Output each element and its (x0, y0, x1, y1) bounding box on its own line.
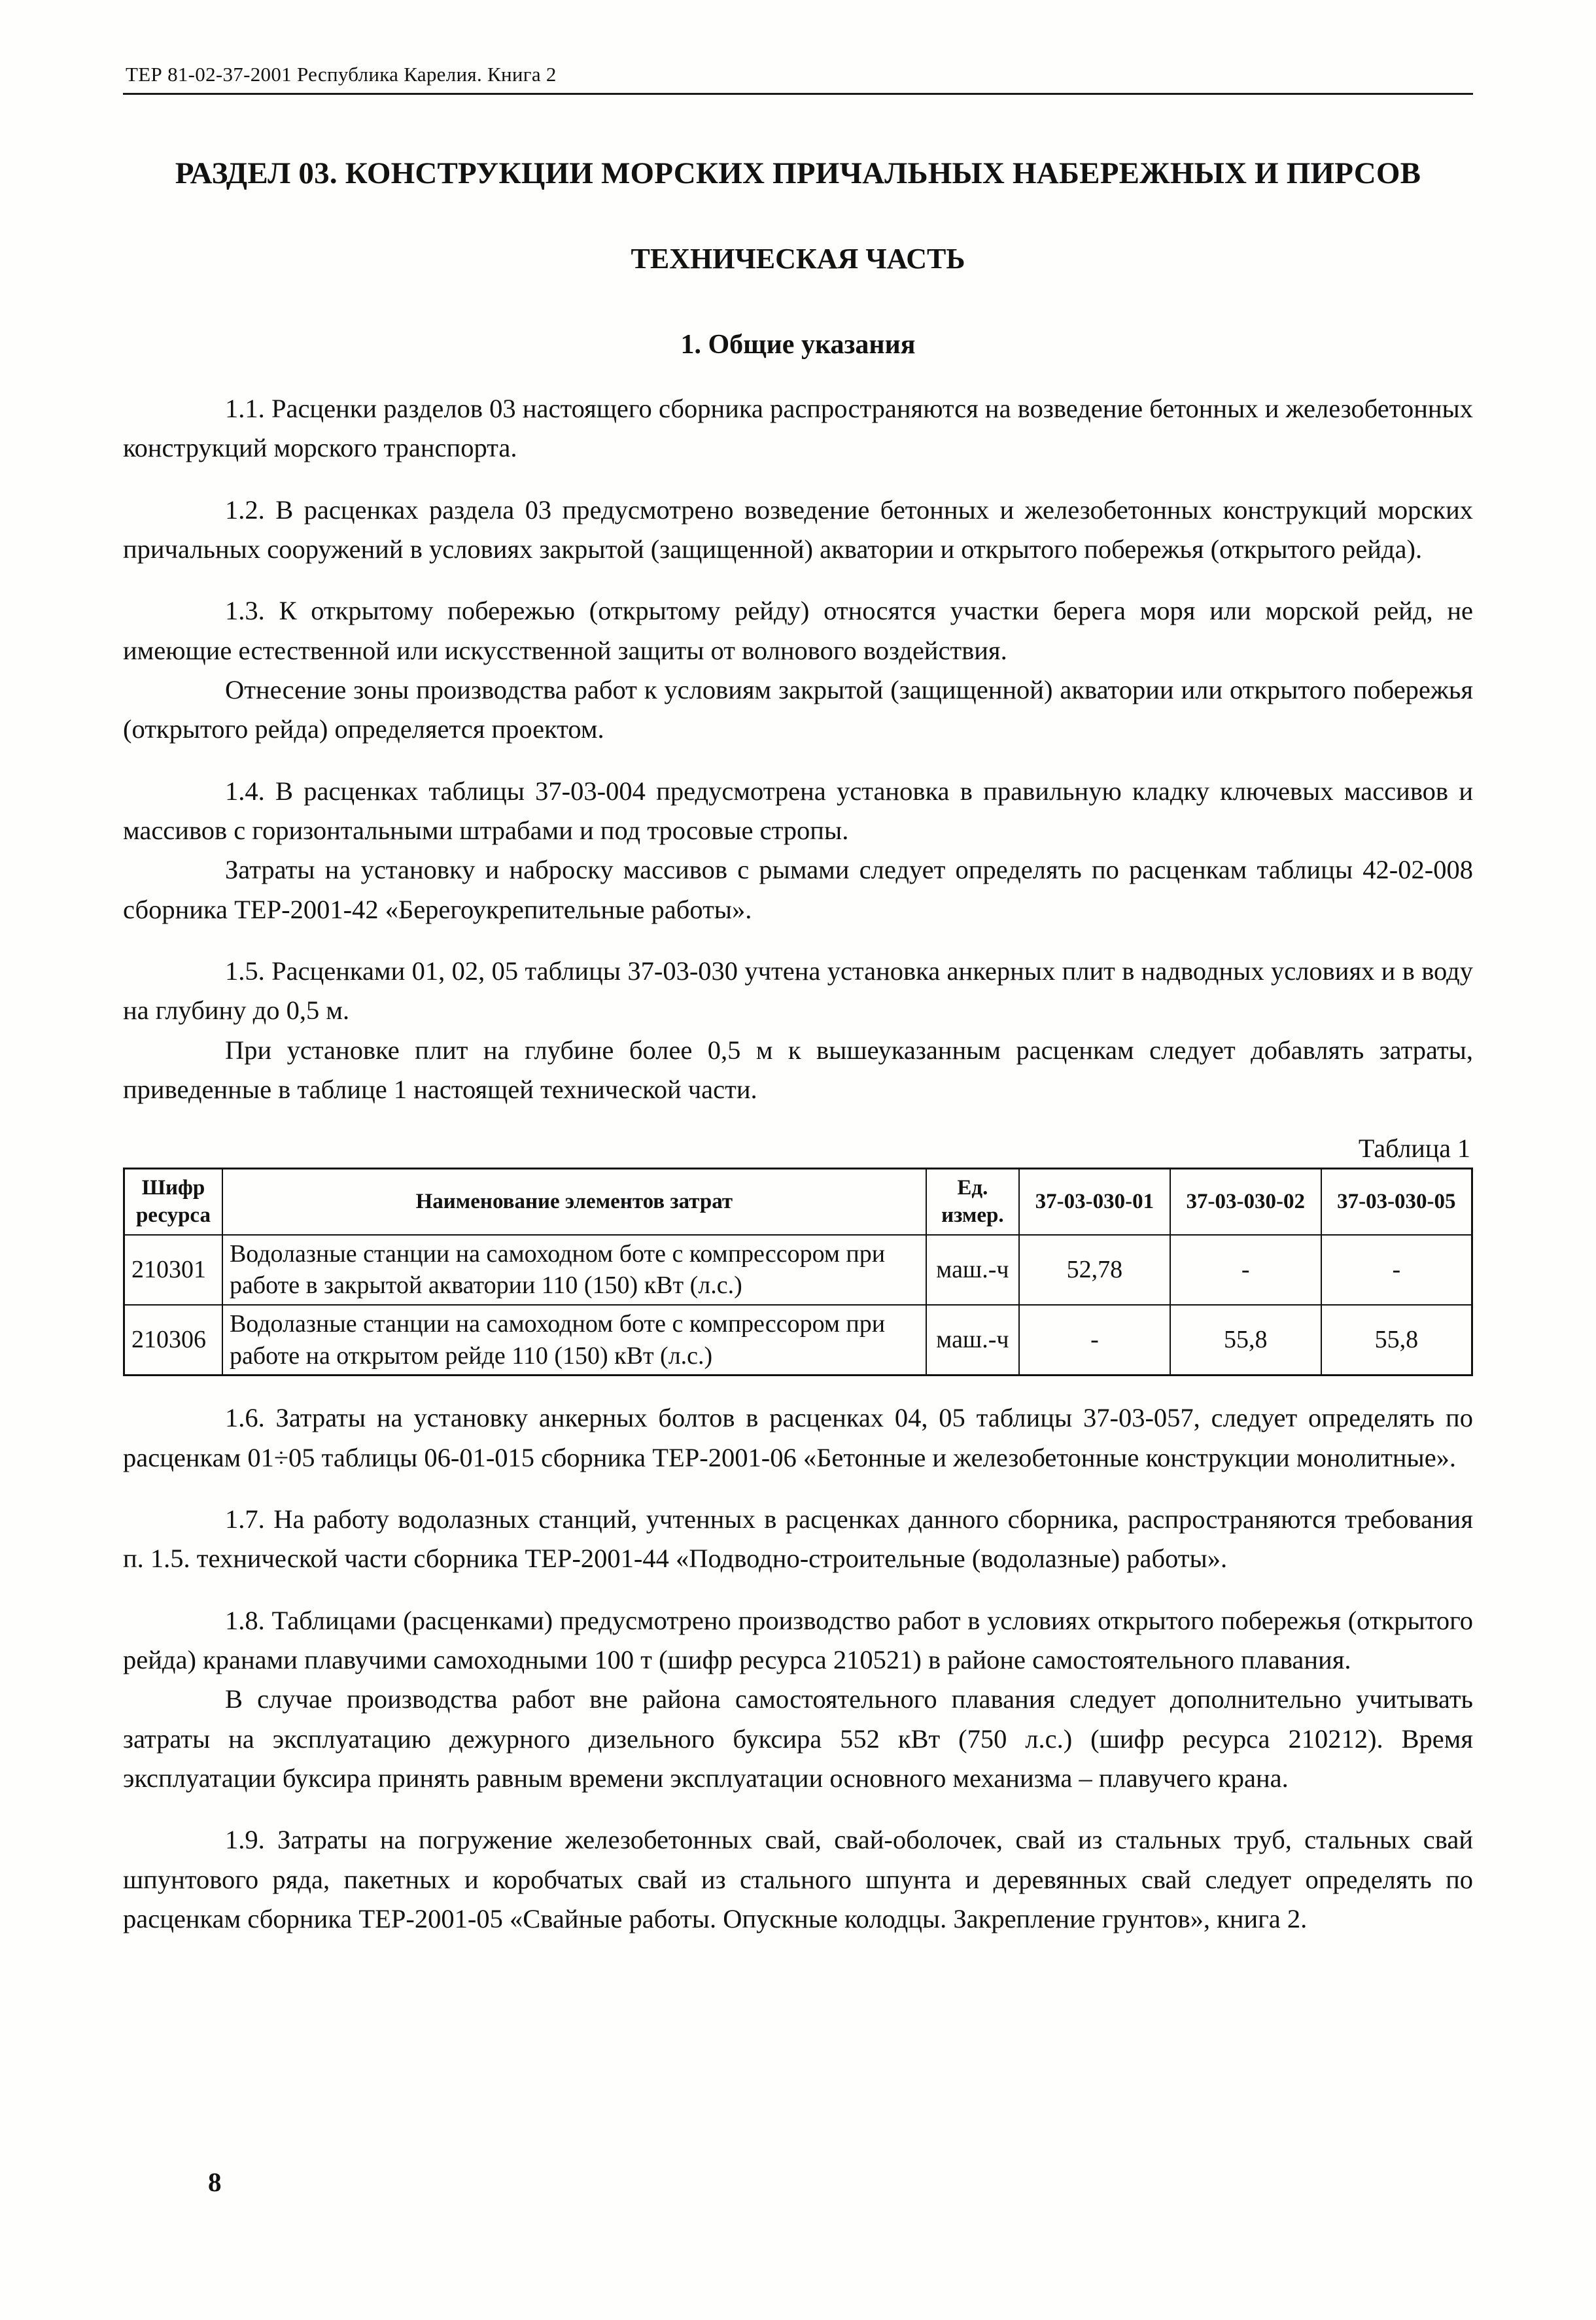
cell-value-01: 52,78 (1019, 1235, 1170, 1305)
cell-value-05: - (1321, 1235, 1472, 1305)
cell-resource-code: 210306 (124, 1305, 222, 1376)
paragraph-1-3: 1.3. К открытому побережью (открытому рейду) относятся участки берега моря или морской рейд, не имеющие естественной или искусственной защиты от волнового воздействия. (123, 596, 1473, 665)
cell-value-05: 55,8 (1321, 1305, 1472, 1376)
paragraph-1-5: 1.5. Расценками 01, 02, 05 таблицы 37-03-030 учтена установка анкерных плит в надводных условиях и в воду на глубину до 0,5 м. (123, 956, 1473, 1026)
header-rate-01: 37-03-030-01 (1019, 1169, 1170, 1235)
table-caption: Таблица 1 (1358, 1134, 1470, 1164)
paragraph-1-1: 1.1. Расценки разделов 03 настоящего сборника распространяются на возведение бетонных и железобетонных конструкций морского транспорта. (123, 393, 1473, 463)
body-text-after-table (123, 1398, 1473, 1939)
page-number: 8 (208, 2167, 222, 2197)
paragraph-1-9: 1.9. Затраты на погружение железобетонных свай, свай-оболочек, свай из стальных труб, стальных свай шпунтового ряда, пакетных и коробчатых свай из стального шпунта и деревянных свай следует определять по расценкам сборника ТЕР-2001-05 «Свайные работы. Опускные колодцы. Закрепление грунтов», книга 2. (123, 1825, 1473, 1934)
cost-table-body (124, 1235, 1472, 1376)
running-header: ТЕР 81-02-37-2001 Республика Карелия. Книга 2 (123, 63, 1473, 95)
part-title: ТЕХНИЧЕСКАЯ ЧАСТЬ (631, 242, 965, 275)
cost-table (123, 1168, 1473, 1376)
cell-description: Водолазные станции на самоходном боте с компрессором при работе на открытом рейде 110 (150) кВт (л.с.) (222, 1305, 926, 1376)
section-title: РАЗДЕЛ 03. КОНСТРУКЦИИ МОРСКИХ ПРИЧАЛЬНЫХ НАБЕРЕЖНЫХ И ПИРСОВ (175, 156, 1421, 190)
cell-value-02: - (1170, 1235, 1321, 1305)
chapter-title: 1. Общие указания (680, 329, 916, 360)
paragraph-1-8: 1.8. Таблицами (расценками) предусмотрено производство работ в условиях открытого побережья (открытого рейда) кранами плавучими самоходными 100 т (шифр ресурса 210521) в районе самостоятельного плавания. (123, 1605, 1473, 1675)
cell-description: Водолазные станции на самоходном боте с компрессором при работе в закрытой акватории 110 (150) кВт (л.с.) (222, 1235, 926, 1305)
paragraph-1-4: 1.4. В расценках таблицы 37-03-004 предусмотрена установка в правильную кладку ключевых массивов и массивов с горизонтальными штрабами и под тросовые стропы. (123, 776, 1473, 845)
cell-resource-code: 210301 (124, 1235, 222, 1305)
header-cost-element: Наименование элементов затрат (222, 1169, 926, 1235)
paragraph-1-2: 1.2. В расценках раздела 03 предусмотрено возведение бетонных и железобетонных конструкций морских причальных сооружений в условиях закрытой (защищенной) акватории и открытого побережья (открытого рейда). (123, 494, 1473, 564)
table-row (124, 1235, 1472, 1305)
paragraph-1-4-cont: Затраты на установку и наброску массивов с рымами следует определять по расценкам таблицы 42-02-008 сборника ТЕР-2001-42 «Берегоукрепительные работы». (123, 855, 1473, 924)
body-text-before-table (123, 389, 1473, 1110)
cell-unit: маш.-ч (926, 1235, 1019, 1305)
paragraph-1-5-cont: При установке плит на глубине более 0,5 м к вышеуказанным расценкам следует добавлять затраты, приведенные в таблице 1 настоящей технической части. (123, 1035, 1473, 1105)
header-rate-05: 37-03-030-05 (1321, 1169, 1472, 1235)
paragraph-1-3-cont: Отнесение зоны производства работ к условиям закрытой (защищенной) акватории или открытого побережья (открытого рейда) определяется проектом. (123, 674, 1473, 744)
paragraph-1-6: 1.6. Затраты на установку анкерных болтов в расценках 04, 05 таблицы 37-03-057, следует определять по расценкам 01÷05 таблицы 06-01-015 сборника ТЕР-2001-06 «Бетонные и железобетонные конструкции монолитные». (123, 1403, 1473, 1472)
header-rate-02: 37-03-030-02 (1170, 1169, 1321, 1235)
cell-value-01: - (1019, 1305, 1170, 1376)
table-row (124, 1305, 1472, 1376)
paragraph-1-8-cont: В случае производства работ вне района самостоятельного плавания следует дополнительно учитывать затраты на эксплуатацию дежурного дизельного буксира 552 кВт (750 л.с.) (шифр ресурса 210212). Время эксплуатации буксира принять равным времени эксплуатации основного механизма – плавучего крана. (123, 1684, 1473, 1793)
cost-table-header (124, 1169, 1472, 1235)
cell-value-02: 55,8 (1170, 1305, 1321, 1376)
header-resource-code: Шифр ресурса (124, 1169, 222, 1235)
cell-unit: маш.-ч (926, 1305, 1019, 1376)
paragraph-1-7: 1.7. На работу водолазных станций, учтенных в расценках данного сборника, распространяются требования п. 1.5. технической части сборника ТЕР-2001-44 «Подводно-строительные (водолазные) работы». (123, 1504, 1473, 1574)
header-unit: Ед. измер. (926, 1169, 1019, 1235)
table-header-row (124, 1169, 1472, 1235)
